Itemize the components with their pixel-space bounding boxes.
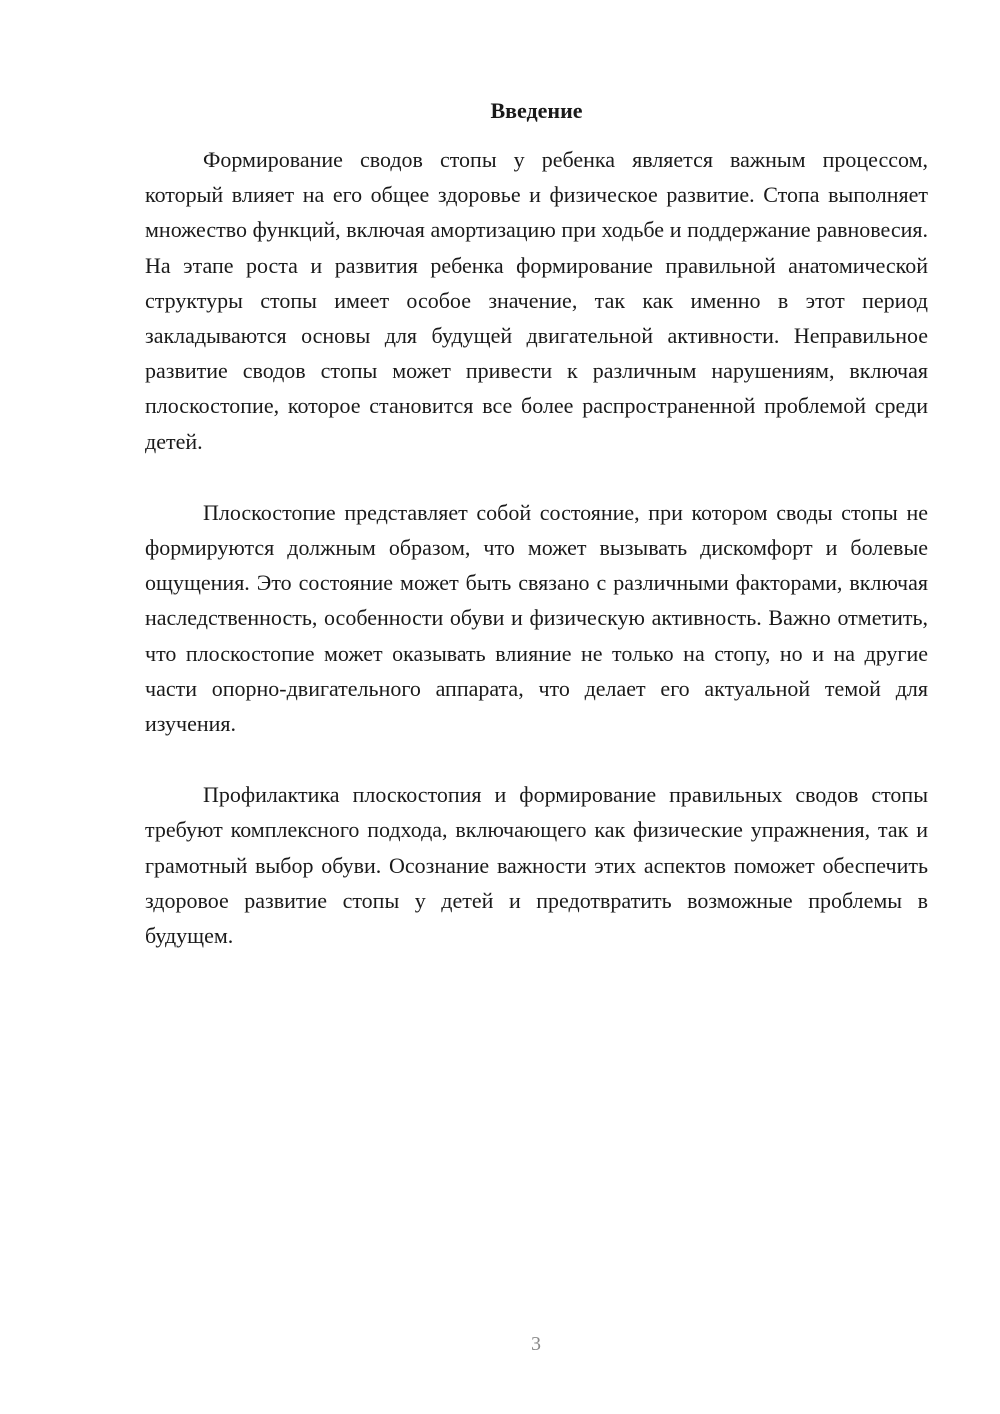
body-text	[145, 142, 928, 989]
section-heading: Введение	[490, 98, 583, 123]
paragraph-1: Формирование сводов стопы у ребенка является важным процессом, который влияет на его общее здоровье и физическое развитие. Стопа выполняет множество функций, включая амортизацию при ходьбе и поддержание равновесия. На этапе роста и развития ребенка формирование правильной анатомической структуры стопы имеет особое значение, так как именно в этот период закладываются основы для будущей двигательной активности. Неправильное развитие сводов стопы может привести к различным нарушениям, включая плоскостопие, которое становится все более распространенной проблемой среди детей.	[145, 147, 928, 454]
paragraph-2: Плоскостопие представляет собой состояние, при котором своды стопы не формируются должным образом, что может вызывать дискомфорт и болевые ощущения. Это состояние может быть связано с различными факторами, включая наследственность, особенности обуви и физическую активность. Важно отметить, что плоскостопие может оказывать влияние не только на стопу, но и на другие части опорно-двигательного аппарата, что делает его актуальной темой для изучения.	[145, 499, 928, 737]
paragraph-3: Профилактика плоскостопия и формирование правильных сводов стопы требуют комплексного подхода, включающего как физические упражнения, так и грамотный выбор обуви. Осознание важности этих аспектов поможет обеспечить здоровое развитие стопы у детей и предотвратить возможные проблемы в будущем.	[145, 782, 928, 949]
page-number: 3	[531, 1333, 541, 1355]
